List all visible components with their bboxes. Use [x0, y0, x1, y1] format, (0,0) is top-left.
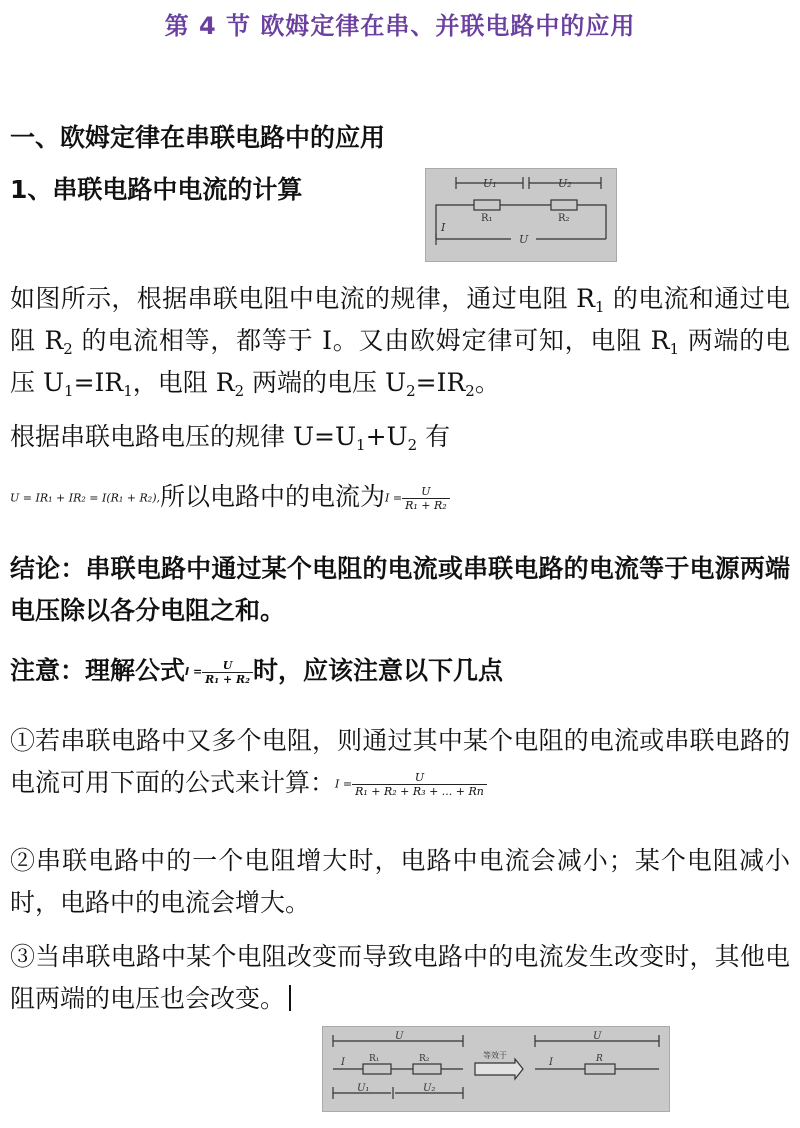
label-u: U	[519, 233, 529, 246]
label-u2: U₂	[558, 177, 572, 190]
conclusion: 结论：串联电路中通过某个电阻的电流或串联电路的电流等于电源两端电压除以各分电阻之和。	[10, 554, 790, 625]
subsection-heading: 1、串联电路中电流的计算	[10, 175, 303, 204]
fig2-label-u: U	[395, 1031, 404, 1042]
fig2-label-r: R	[596, 1054, 603, 1064]
label-r2: R₂	[558, 213, 570, 224]
label-i: I	[441, 221, 446, 234]
text-cursor	[289, 985, 291, 1011]
fig2-label-i-right: I	[549, 1057, 553, 1068]
label-r1: R₁	[481, 213, 493, 224]
point-1: ①若串联电路中又多个电阻，则通过其中某个电阻的电流或串联电路的电流可用下面的公式来计算：I = $\frac{U}{\text{R₁ + R₂ + R₃ + ... + Rn}}$	[10, 726, 790, 798]
fig2-label-u2: U₂	[423, 1083, 436, 1094]
equivalent-circuit-figure	[322, 1026, 670, 1112]
section-heading: 一、欧姆定律在串联电路中的应用	[10, 123, 386, 152]
fig2-label-r2: R₂	[419, 1054, 430, 1064]
page-title: 第 4 节 欧姆定律在串、并联电路中的应用	[164, 12, 636, 40]
equivalent-circuit-diagram	[323, 1027, 669, 1111]
fig2-label-i: I	[341, 1057, 345, 1068]
multi-resistor-fraction: $\frac{U}{\text{R₁ + R₂ + R₃ + ... + Rn}}$	[352, 771, 487, 798]
ohm-sum-equation: U = IR₁ + IR₂ = I(R₁ + R₂),	[10, 491, 160, 505]
series-circuit-figure	[425, 168, 617, 262]
current-fraction: $\frac{U}{\text{R₁ + R₂}}$	[402, 485, 450, 512]
fig2-label-u-right: U	[593, 1031, 602, 1042]
explanation-paragraph: 如图所示，根据串联电阻中电流的规律，通过电阻 $R_1$ 的电流和通过电阻 $R_2$ 的电流相等，都等于 I。又由欧姆定律可知，电阻 $R_1$ 两端的电压 $U_1=IR_1$，电阻 $R_2$ 两端的电压 $U_2=IR_2$。	[10, 284, 790, 400]
note-fraction: $\frac{U}{\text{R₁ + R₂}}$	[202, 659, 253, 686]
fig2-label-u1: U₁	[357, 1083, 370, 1094]
current-derivation-line: U = IR₁ + IR₂ = I(R₁ + R₂),所以电路中的电流为I = $\frac{U}{\text{R₁ + R₂}}$	[10, 476, 790, 520]
label-u1: U₁	[483, 177, 497, 190]
note-line: 注意：理解公式I = $\frac{U}{\text{R₁ + R₂}}$ 时，应该注意以下几点	[10, 656, 503, 686]
point-2: ②串联电路中的一个电阻增大时，电路中电流会减小；某个电阻减小时，电路中的电流会增大。	[10, 846, 790, 917]
fig2-label-r1: R₁	[369, 1054, 380, 1064]
voltage-rule-line: 根据串联电路电压的规律 $U=U_1+U_2$ 有	[10, 422, 451, 454]
equivalent-arrow-label: 等效于	[483, 1051, 507, 1060]
point-3: ③当串联电路中某个电阻改变而导致电路中的电流发生改变时，其他电阻两端的电压也会改变。	[10, 942, 790, 1013]
series-circuit-diagram	[426, 169, 616, 261]
